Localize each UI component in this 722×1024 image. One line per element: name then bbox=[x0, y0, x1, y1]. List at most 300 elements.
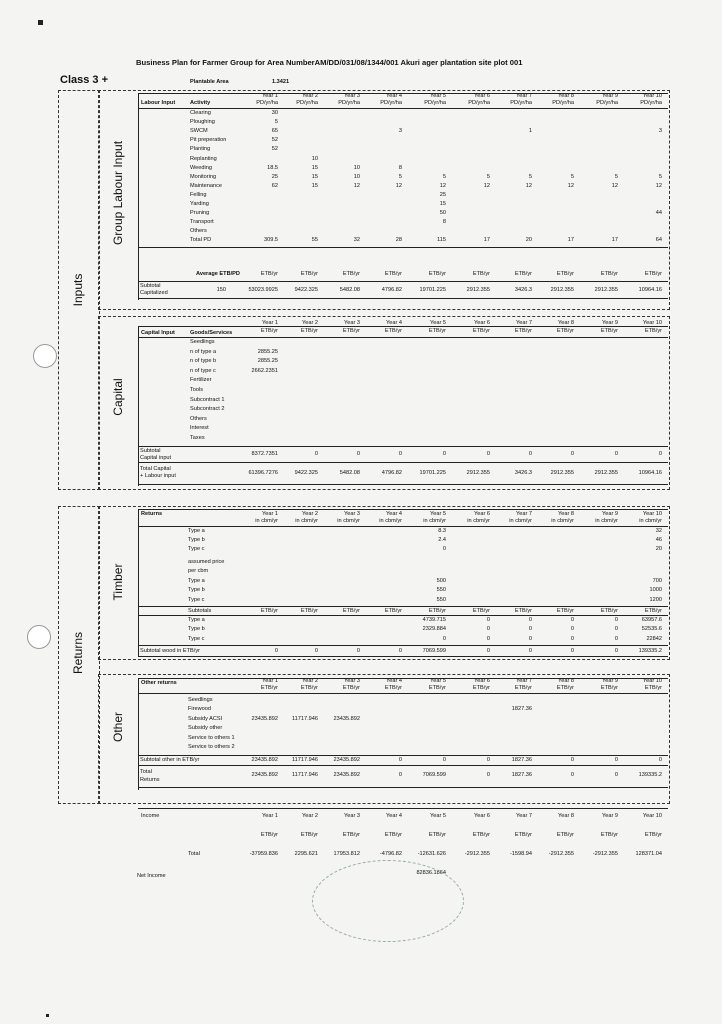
timber-unit-header: in cbm/yr bbox=[639, 518, 662, 524]
timber-subtotals-label: Subtotals bbox=[188, 608, 212, 614]
capital-item-label: n of type a bbox=[190, 348, 217, 355]
other-total-cell: 1827.36 bbox=[511, 772, 532, 778]
other-year-header: Year 7 bbox=[516, 678, 532, 684]
income-unit-header: ETB/yr bbox=[556, 832, 574, 838]
timber-value-cell: 0 bbox=[486, 617, 490, 623]
income-year-header: Year 1 bbox=[262, 813, 278, 819]
timber-price-y5: 550 bbox=[436, 596, 446, 603]
labour-cell: 65 bbox=[271, 128, 278, 135]
punch-hole-top bbox=[33, 344, 57, 368]
labour-cell: 52 bbox=[271, 146, 278, 153]
capital-unit-header: ETB/yr bbox=[472, 328, 490, 334]
labour-activity-label: Total PD bbox=[190, 237, 212, 244]
other-returns-label: Subsidy ACSI bbox=[188, 715, 223, 722]
labour-cell: 12 bbox=[483, 182, 490, 189]
timber-year-header: Year 5 bbox=[430, 511, 446, 517]
labour-subtotal-cell: 2912.355 bbox=[594, 287, 618, 293]
timber-unit-header: in cbm/yr bbox=[509, 518, 532, 524]
income-year-header: Year 7 bbox=[516, 813, 532, 819]
labour-year-header: Year 6 bbox=[474, 93, 490, 99]
other-subtotal-label: Subtotal other in ETB/yr bbox=[140, 757, 200, 763]
labour-activity-label: Clearing bbox=[190, 110, 211, 116]
capital-total-cell: 2912.355 bbox=[550, 470, 574, 476]
capital-year-header: Year 1 bbox=[262, 320, 278, 326]
other-subtotal-cell: 0 bbox=[442, 757, 446, 763]
timber-value-cell: 4739.715 bbox=[422, 617, 446, 623]
labour-cell: 17 bbox=[611, 237, 618, 244]
labour-activity-label: Planting bbox=[190, 146, 211, 153]
labour-subtotal-cell: 4796.82 bbox=[381, 287, 402, 293]
other-unit-header: ETB/yr bbox=[342, 685, 360, 691]
labour-etb-unit: ETB/yr bbox=[556, 271, 574, 277]
capital-item-label: Interest bbox=[190, 425, 209, 432]
total-capital-label: Total Capital bbox=[140, 466, 171, 472]
rule-line bbox=[138, 693, 668, 694]
capital-item-label: Tools bbox=[190, 387, 204, 393]
other-total-cell: 0 bbox=[570, 772, 574, 778]
other-subtotal-cell: 0 bbox=[486, 757, 490, 763]
other-subtotal-cell: 0 bbox=[658, 757, 662, 763]
other-year-header: Year 8 bbox=[558, 678, 574, 684]
timber-volume-y5: 8.3 bbox=[438, 528, 446, 534]
other-returns-label: Service to others 1 bbox=[188, 734, 235, 741]
other-unit-header: ETB/yr bbox=[600, 685, 618, 691]
timber-etb-unit: ETB/yr bbox=[472, 608, 490, 614]
labour-activity-label: Pruning bbox=[190, 210, 210, 217]
other-returns-header: Other returns bbox=[141, 680, 177, 686]
per-cbm-label: per cbm bbox=[188, 568, 209, 574]
capital-year-header: Year 9 bbox=[602, 320, 618, 326]
timber-etb-unit: ETB/yr bbox=[260, 608, 278, 614]
labour-cell: 12 bbox=[567, 182, 574, 189]
timber-value-cell: 0 bbox=[486, 626, 490, 633]
income-year-header: Year 8 bbox=[558, 813, 574, 819]
other-year-header: Year 3 bbox=[344, 678, 360, 684]
income-year-header: Year 6 bbox=[474, 813, 490, 819]
labour-subtotal-cell: 53023.9925 bbox=[248, 287, 278, 293]
labour-cell: 52 bbox=[271, 137, 278, 144]
labour-cell: 25 bbox=[271, 173, 278, 180]
capital-item-label: Subcontract 1 bbox=[190, 396, 225, 403]
timber-year-header: Year 6 bbox=[474, 511, 490, 517]
labour-etb-unit: ETB/yr bbox=[600, 271, 618, 277]
capital-total-cell: 61396.7276 bbox=[248, 470, 278, 476]
capital-unit-header: ETB/yr bbox=[342, 328, 360, 334]
income-total-cell: 17953.812 bbox=[333, 851, 360, 857]
capital-unit-header: ETB/yr bbox=[384, 328, 402, 334]
other-total-cell: 23435.892 bbox=[251, 772, 278, 778]
labour-activity-label: Weeding bbox=[190, 164, 212, 171]
rule-line bbox=[138, 645, 668, 646]
capital-subtotal-cell: 0 bbox=[486, 451, 490, 457]
rule-line bbox=[138, 678, 139, 790]
labour-cell: 62 bbox=[271, 182, 278, 189]
labour-cell: 5 bbox=[442, 173, 446, 180]
labour-subtotal-cell: 10964.16 bbox=[638, 287, 662, 293]
income-total-label: Total bbox=[188, 851, 200, 857]
capital-item-value: 2855.25 bbox=[257, 358, 278, 365]
timber-value-cell: 52535.6 bbox=[641, 626, 662, 633]
class-label: Class 3 + bbox=[60, 74, 109, 86]
timber-subtotal-cell: 0 bbox=[398, 648, 402, 654]
labour-cell: 5 bbox=[274, 119, 278, 126]
timber-price-y5: 500 bbox=[436, 578, 446, 584]
labour-cell: 12 bbox=[525, 182, 532, 189]
timber-unit-header: in cbm/yr bbox=[255, 518, 278, 524]
income-total-cell: 128371.04 bbox=[635, 851, 662, 857]
labour-cell: 8 bbox=[398, 164, 402, 171]
labour-cell: 28 bbox=[395, 237, 402, 244]
timber-volume-y5: 0 bbox=[442, 546, 446, 552]
capital-year-header: Year 10 bbox=[642, 320, 662, 326]
labour-etb-unit: ETB/yr bbox=[300, 271, 318, 277]
rule-line bbox=[138, 808, 668, 809]
timber-price-y10: 700 bbox=[652, 578, 662, 584]
labour-cell: 10 bbox=[311, 155, 318, 162]
timber-subtotal-label: Subtotal wood in ETB/yr bbox=[140, 648, 201, 654]
other-subtotal-cell: 1827.36 bbox=[511, 757, 532, 763]
rule-line bbox=[138, 337, 668, 338]
average-etb-value: 150 bbox=[216, 287, 226, 293]
labour-activity-label: Others bbox=[190, 228, 207, 235]
rule-line bbox=[138, 247, 668, 248]
plus-labour-label: + Labour input bbox=[140, 473, 176, 479]
timber-year-header: Year 3 bbox=[344, 511, 360, 517]
other-returns-cell: 23435.892 bbox=[251, 715, 278, 722]
other-unit-header: ETB/yr bbox=[428, 685, 446, 691]
labour-subtotal-cell: 2912.355 bbox=[466, 287, 490, 293]
rule-line bbox=[138, 93, 139, 300]
capital-unit-header: ETB/yr bbox=[428, 328, 446, 334]
capital-subtotal-cell: 0 bbox=[314, 451, 318, 457]
capital-total-cell: 5482.08 bbox=[339, 470, 360, 476]
income-year-header: Year 9 bbox=[602, 813, 618, 819]
capital-input-header: Capital Input bbox=[141, 330, 175, 336]
timber-volume-y5: 2.4 bbox=[438, 537, 446, 543]
capital-item-label: Seedlings bbox=[190, 339, 215, 345]
rule-line bbox=[138, 509, 668, 510]
timber-value-label: Type b bbox=[188, 626, 205, 633]
timber-unit-header: in cbm/yr bbox=[337, 518, 360, 524]
labour-cell: 10 bbox=[353, 173, 360, 180]
returns-header: Returns bbox=[141, 511, 163, 517]
labour-unit-header: PD/yr/ha bbox=[380, 100, 402, 106]
labour-cell: 25 bbox=[439, 191, 446, 198]
labour-cell: 64 bbox=[655, 237, 662, 244]
returns-section-label: Returns bbox=[71, 631, 85, 675]
other-total-cell: 0 bbox=[614, 772, 618, 778]
labour-activity-label: Pit preperation bbox=[190, 137, 227, 144]
labour-etb-unit: ETB/yr bbox=[260, 271, 278, 277]
timber-volume-y10: 46 bbox=[655, 537, 662, 543]
other-unit-header: ETB/yr bbox=[472, 685, 490, 691]
other-subtotal-cell: 23435.892 bbox=[333, 757, 360, 763]
income-total-cell: -1598.94 bbox=[509, 851, 532, 857]
labour-cell: 12 bbox=[353, 182, 360, 189]
other-subtotal-cell: 23435.892 bbox=[251, 757, 278, 763]
capital-item-label: n of type b bbox=[190, 358, 217, 365]
timber-subtotal-cell: 7069.599 bbox=[422, 648, 446, 654]
other-unit-header: ETB/yr bbox=[384, 685, 402, 691]
labour-input-header: Labour Input bbox=[141, 100, 176, 106]
timber-section-label: Timber bbox=[111, 563, 125, 601]
capital-item-label: Fertilizer bbox=[190, 377, 212, 384]
timber-value-cell: 0 bbox=[442, 635, 446, 642]
labour-year-header: Year 9 bbox=[602, 93, 618, 99]
capital-total-cell: 9422.325 bbox=[294, 470, 318, 476]
capital-year-header: Year 3 bbox=[344, 320, 360, 326]
income-total-cell: -2912.355 bbox=[592, 851, 618, 857]
net-income-value: 82836.1864 bbox=[416, 870, 446, 876]
capital-unit-header: ETB/yr bbox=[260, 328, 278, 334]
capital-year-header: Year 5 bbox=[430, 320, 446, 326]
capital-item-label: Others bbox=[190, 415, 207, 422]
other-total-cell: 11717.946 bbox=[291, 772, 318, 778]
rule-line bbox=[138, 509, 139, 656]
timber-unit-header: in cbm/yr bbox=[551, 518, 574, 524]
timber-value-cell: 0 bbox=[528, 635, 532, 642]
labour-cell: 5 bbox=[658, 173, 662, 180]
capital-unit-header: ETB/yr bbox=[644, 328, 662, 334]
labour-cell: 17 bbox=[483, 237, 490, 244]
other-total-cell: 23435.892 bbox=[333, 772, 360, 778]
capital-year-header: Year 8 bbox=[558, 320, 574, 326]
labour-etb-unit: ETB/yr bbox=[384, 271, 402, 277]
page-title: Business Plan for Farmer Group for Area NumberAM/DD/031/08/1344/001 Akuri ager plantation site plot 001 bbox=[136, 58, 523, 67]
labour-cell: 15 bbox=[439, 201, 446, 207]
labour-year-header: Year 1 bbox=[262, 93, 278, 99]
timber-value-label: Type c bbox=[188, 635, 205, 642]
labour-year-header: Year 10 bbox=[642, 93, 662, 99]
labour-cell: 1 bbox=[528, 128, 532, 135]
labour-cell: 44 bbox=[655, 210, 662, 217]
labour-cell: 20 bbox=[525, 237, 532, 244]
timber-price-label: Type c bbox=[188, 596, 205, 603]
timber-volume-label: Type c bbox=[188, 546, 205, 552]
income-unit-header: ETB/yr bbox=[472, 832, 490, 838]
labour-cell: 30 bbox=[271, 110, 278, 116]
other-total-cell: 0 bbox=[486, 772, 490, 778]
income-unit-header: ETB/yr bbox=[300, 832, 318, 838]
labour-activity-label: Replanting bbox=[190, 155, 217, 162]
labour-cell: 3 bbox=[658, 128, 662, 135]
income-unit-header: ETB/yr bbox=[260, 832, 278, 838]
capital-input-label: Capital input bbox=[140, 455, 172, 461]
capital-unit-header: ETB/yr bbox=[514, 328, 532, 334]
timber-value-cell: 2329.884 bbox=[422, 626, 446, 633]
plantable-area-label: Plantable Area bbox=[190, 79, 229, 85]
timber-value-cell: 0 bbox=[528, 626, 532, 633]
capital-unit-header: ETB/yr bbox=[556, 328, 574, 334]
labour-activity-label: Maintenance bbox=[190, 182, 223, 189]
official-stamp bbox=[312, 860, 464, 942]
net-income-label: Net Income bbox=[137, 873, 166, 879]
labour-cell: 309.5 bbox=[264, 237, 278, 244]
capital-subtotal-cell: 8372.7351 bbox=[251, 451, 278, 457]
timber-subtotal-cell: 0 bbox=[356, 648, 360, 654]
labour-cell: 55 bbox=[311, 237, 318, 244]
scan-mark bbox=[38, 20, 43, 25]
income-unit-header: ETB/yr bbox=[342, 832, 360, 838]
timber-value-cell: 0 bbox=[570, 635, 574, 642]
other-returns-cell: 1827.36 bbox=[511, 706, 532, 713]
income-year-header: Year 2 bbox=[302, 813, 318, 819]
activity-header: Activity bbox=[190, 100, 211, 106]
other-returns-cell: 23435.892 bbox=[333, 715, 360, 722]
capital-total-cell: 2912.355 bbox=[594, 470, 618, 476]
labour-cell: 5 bbox=[486, 173, 490, 180]
income-total-cell: -12631.626 bbox=[417, 851, 446, 857]
income-unit-header: ETB/yr bbox=[428, 832, 446, 838]
labour-activity-label: Ploughing bbox=[190, 119, 215, 126]
timber-unit-header: in cbm/yr bbox=[595, 518, 618, 524]
labour-cell: 115 bbox=[437, 237, 446, 244]
labour-unit-header: PD/yr/ha bbox=[468, 100, 490, 106]
capital-unit-header: ETB/yr bbox=[600, 328, 618, 334]
labour-cell: 12 bbox=[655, 182, 662, 189]
punch-hole-bottom bbox=[27, 625, 51, 649]
labour-activity-label: Monitoring bbox=[190, 173, 217, 180]
timber-unit-header: in cbm/yr bbox=[379, 518, 402, 524]
labour-year-header: Year 4 bbox=[386, 93, 402, 99]
capital-subtotal-cell: 0 bbox=[442, 451, 446, 457]
labour-cell: 5 bbox=[570, 173, 574, 180]
plantable-area-value: 1.3421 bbox=[272, 79, 290, 85]
timber-subtotal-cell: 0 bbox=[274, 648, 278, 654]
capital-subtotal-cell: 0 bbox=[356, 451, 360, 457]
labour-unit-header: PD/yr/ha bbox=[510, 100, 532, 106]
capital-total-cell: 3426.3 bbox=[514, 470, 532, 476]
labour-year-header: Year 2 bbox=[302, 93, 318, 99]
labour-unit-header: PD/yr/ha bbox=[424, 100, 446, 106]
income-year-header: Year 5 bbox=[430, 813, 446, 819]
capital-unit-header: ETB/yr bbox=[300, 328, 318, 334]
income-year-header: Year 10 bbox=[642, 813, 662, 819]
timber-etb-unit: ETB/yr bbox=[556, 608, 574, 614]
labour-unit-header: PD/yr/ha bbox=[596, 100, 618, 106]
other-year-header: Year 6 bbox=[474, 678, 490, 684]
labour-unit-header: PD/yr/ha bbox=[338, 100, 360, 106]
labour-unit-header: PD/yr/ha bbox=[256, 100, 278, 106]
labour-capitalized-label: Capitalized bbox=[140, 290, 168, 296]
labour-subtotal-cell: 5482.08 bbox=[339, 287, 360, 293]
other-subtotal-cell: 0 bbox=[570, 757, 574, 763]
capital-section-label: Capital bbox=[111, 378, 125, 416]
timber-subtotal-cell: 0 bbox=[528, 648, 532, 654]
other-total-cell: 0 bbox=[398, 772, 402, 778]
timber-year-header: Year 8 bbox=[558, 511, 574, 517]
timber-year-header: Year 7 bbox=[516, 511, 532, 517]
timber-etb-unit: ETB/yr bbox=[428, 608, 446, 614]
other-returns-label: Firewood bbox=[188, 706, 212, 713]
timber-value-cell: 0 bbox=[614, 635, 618, 642]
timber-etb-unit: ETB/yr bbox=[384, 608, 402, 614]
other-year-header: Year 4 bbox=[386, 678, 402, 684]
capital-frame bbox=[98, 316, 670, 490]
timber-value-cell: 0 bbox=[528, 617, 532, 623]
rule-line bbox=[138, 484, 668, 485]
timber-price-y10: 1200 bbox=[649, 596, 662, 603]
labour-subtotal-cell: 2912.355 bbox=[550, 287, 574, 293]
labour-cell: 8 bbox=[442, 219, 446, 226]
rule-line bbox=[138, 526, 668, 527]
rule-line bbox=[138, 755, 668, 756]
income-year-header: Year 4 bbox=[386, 813, 402, 819]
labour-etb-unit: ETB/yr bbox=[428, 271, 446, 277]
labour-cell: 12 bbox=[611, 182, 618, 189]
labour-cell: 5 bbox=[398, 173, 402, 180]
labour-subtotal-cell: 19701.225 bbox=[419, 287, 446, 293]
labour-cell: 18.5 bbox=[267, 164, 278, 171]
rule-line bbox=[138, 765, 668, 766]
labour-year-header: Year 5 bbox=[430, 93, 446, 99]
capital-subtotal-cell: 0 bbox=[570, 451, 574, 457]
other-year-header: Year 5 bbox=[430, 678, 446, 684]
capital-year-header: Year 7 bbox=[516, 320, 532, 326]
labour-cell: 32 bbox=[353, 237, 360, 244]
timber-year-header: Year 1 bbox=[262, 511, 278, 517]
labour-etb-unit: ETB/yr bbox=[644, 271, 662, 277]
labour-cell: 15 bbox=[311, 182, 318, 189]
labour-year-header: Year 7 bbox=[516, 93, 532, 99]
capital-total-cell: 10964.16 bbox=[638, 470, 662, 476]
capital-total-cell: 2912.355 bbox=[466, 470, 490, 476]
capital-subtotal-cell: 0 bbox=[528, 451, 532, 457]
other-total-cell: 139335.2 bbox=[638, 772, 662, 778]
capital-total-cell: 19701.225 bbox=[419, 470, 446, 476]
other-returns-label: Service to others 2 bbox=[188, 744, 235, 750]
timber-value-label: Type a bbox=[188, 617, 205, 623]
capital-year-header: Year 2 bbox=[302, 320, 318, 326]
timber-etb-unit: ETB/yr bbox=[644, 608, 662, 614]
income-unit-header: ETB/yr bbox=[644, 832, 662, 838]
timber-value-cell: 0 bbox=[570, 626, 574, 633]
timber-value-cell: 63957.6 bbox=[641, 617, 662, 623]
timber-subtotal-cell: 139335.2 bbox=[638, 648, 662, 654]
timber-subtotal-cell: 0 bbox=[486, 648, 490, 654]
income-unit-header: ETB/yr bbox=[514, 832, 532, 838]
total-returns-label: Total bbox=[140, 769, 152, 775]
rule-line bbox=[138, 298, 668, 299]
rule-line bbox=[138, 446, 668, 447]
other-section-label: Other bbox=[111, 712, 125, 743]
capital-item-value: 2855.25 bbox=[257, 348, 278, 355]
labour-subtotal-cell: 3426.3 bbox=[514, 287, 532, 293]
timber-unit-header: in cbm/yr bbox=[423, 518, 446, 524]
capital-subtotal-cell: 0 bbox=[614, 451, 618, 457]
other-unit-header: ETB/yr bbox=[260, 685, 278, 691]
labour-unit-header: PD/yr/ha bbox=[640, 100, 662, 106]
income-total-cell: -2912.355 bbox=[548, 851, 574, 857]
timber-value-cell: 0 bbox=[614, 617, 618, 623]
timber-year-header: Year 2 bbox=[302, 511, 318, 517]
timber-etb-unit: ETB/yr bbox=[342, 608, 360, 614]
timber-volume-y10: 20 bbox=[655, 546, 662, 552]
capital-item-value: 2662.2351 bbox=[251, 367, 278, 374]
labour-year-header: Year 8 bbox=[558, 93, 574, 99]
timber-unit-header: in cbm/yr bbox=[295, 518, 318, 524]
other-year-header: Year 1 bbox=[262, 678, 278, 684]
scan-mark-bottom bbox=[46, 1014, 49, 1017]
timber-year-header: Year 10 bbox=[642, 511, 662, 517]
timber-value-cell: 0 bbox=[570, 617, 574, 623]
capital-subtotal-cell: 0 bbox=[398, 451, 402, 457]
rule-line bbox=[138, 606, 668, 607]
labour-cell: 17 bbox=[567, 237, 574, 244]
other-year-header: Year 2 bbox=[302, 678, 318, 684]
labour-unit-header: PD/yr/ha bbox=[552, 100, 574, 106]
other-total-cell: 7069.599 bbox=[422, 772, 446, 778]
